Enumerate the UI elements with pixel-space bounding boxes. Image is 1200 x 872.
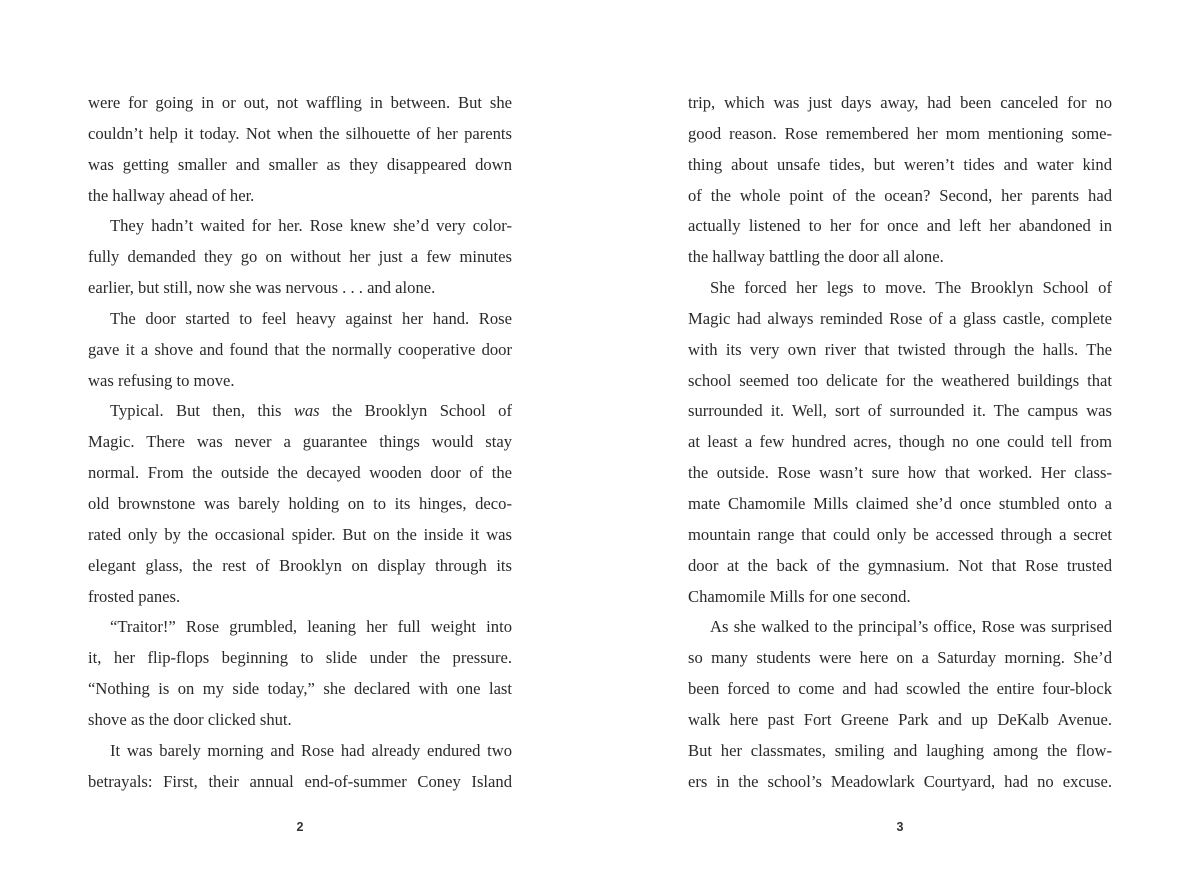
text-line: door at the back of the gymnasium. Not that Rose trusted [688, 555, 1112, 575]
text-line: school seemed too delicate for the weathered buildings that [688, 370, 1112, 390]
page-number-left: 2 [296, 820, 304, 834]
text-line: actually listened to her for once and left her abandoned in [688, 216, 1112, 236]
text-line: it, her flip-flops beginning to slide under the pressure. [88, 648, 512, 668]
text-line: the hallway ahead of her. [88, 185, 255, 205]
text-line: betrayals: First, their annual end-of-summer Coney Island [88, 771, 512, 791]
text-line: trip, which was just days away, had been canceled for no [688, 93, 1112, 112]
text-line: “Nothing is on my side today,” she declared with one last [88, 679, 512, 699]
text-line: were for going in or out, not waffling in between. But she [88, 93, 512, 112]
text-line: been forced to come and had scowled the entire four-block [688, 679, 1112, 699]
text-line: old brownstone was barely holding on to its hinges, deco- [88, 493, 512, 513]
text-line: the outside. Rose wasn’t sure how that worked. Her class- [688, 463, 1112, 483]
text-line: fully demanded they go on without her just a few minutes [88, 247, 512, 267]
text-line: couldn’t help it today. Not when the silhouette of her parents [88, 123, 512, 143]
text-line: But her classmates, smiling and laughing among the flow- [688, 740, 1112, 760]
text-line: with its very own river that twisted through the halls. The [688, 339, 1112, 359]
text-line: Magic had always reminded Rose of a glass castle, complete [688, 308, 1112, 328]
left-page [88, 88, 512, 797]
text-line: thing about unsafe tides, but weren’t tides and water kind [688, 154, 1112, 174]
emphasis-run: was [293, 401, 320, 421]
text-line: frosted panes. [88, 586, 181, 606]
page-number-right: 3 [896, 820, 904, 834]
text-line: at least a few hundred acres, though no one could tell from [688, 432, 1112, 452]
text-line: “Traitor!” Rose grumbled, leaning her full weight into [110, 617, 512, 637]
text-run: Typical. But then, this [110, 401, 294, 421]
text-line: mate Chamomile Mills claimed she’d once stumbled onto a [688, 493, 1112, 513]
right-page-text [688, 88, 1112, 797]
text-line: Magic. There was never a guarantee things would stay [88, 432, 512, 452]
text-line: She forced her legs to move. The Brooklyn School of [710, 278, 1112, 298]
text-line: so many students were here on a Saturday morning. She’d [688, 648, 1112, 668]
text-line: was getting smaller and smaller as they disappeared down [88, 154, 512, 174]
text-line: ers in the school’s Meadowlark Courtyard, had no excuse. [688, 771, 1112, 791]
text-line: Chamomile Mills for one second. [688, 586, 911, 606]
text-line: of the whole point of the ocean? Second, her parents had [688, 185, 1112, 205]
text-line: The door started to feel heavy against her hand. Rose [110, 308, 512, 328]
text-line: good reason. Rose remembered her mom mentioning some- [688, 123, 1112, 143]
text-line [88, 396, 512, 427]
text-line: walk here past Fort Greene Park and up DeKalb Avenue. [688, 709, 1112, 729]
text-line: the hallway battling the door all alone. [688, 247, 944, 267]
text-line: gave it a shove and found that the normally cooperative door [88, 339, 512, 359]
text-line: elegant glass, the rest of Brooklyn on display through its [88, 555, 512, 575]
text-line: rated only by the occasional spider. But on the inside it was [88, 524, 512, 544]
text-line: mountain range that could only be accessed through a secret [688, 524, 1112, 544]
text-line: was refusing to move. [88, 370, 235, 390]
left-page-text [88, 88, 512, 797]
text-line: earlier, but still, now she was nervous . . . and alone. [88, 278, 436, 298]
text-line: As she walked to the principal’s office, Rose was surprised [710, 617, 1112, 637]
text-run: the Brooklyn School of [319, 401, 512, 421]
text-line: They hadn’t waited for her. Rose knew she’d very color- [110, 216, 512, 236]
right-page [688, 88, 1112, 797]
text-line: normal. From the outside the decayed wooden door of the [88, 463, 512, 483]
text-line: It was barely morning and Rose had already endured two [110, 740, 512, 760]
text-line: surrounded it. Well, sort of surrounded it. The campus was [688, 401, 1112, 421]
text-line: shove as the door clicked shut. [88, 709, 292, 729]
